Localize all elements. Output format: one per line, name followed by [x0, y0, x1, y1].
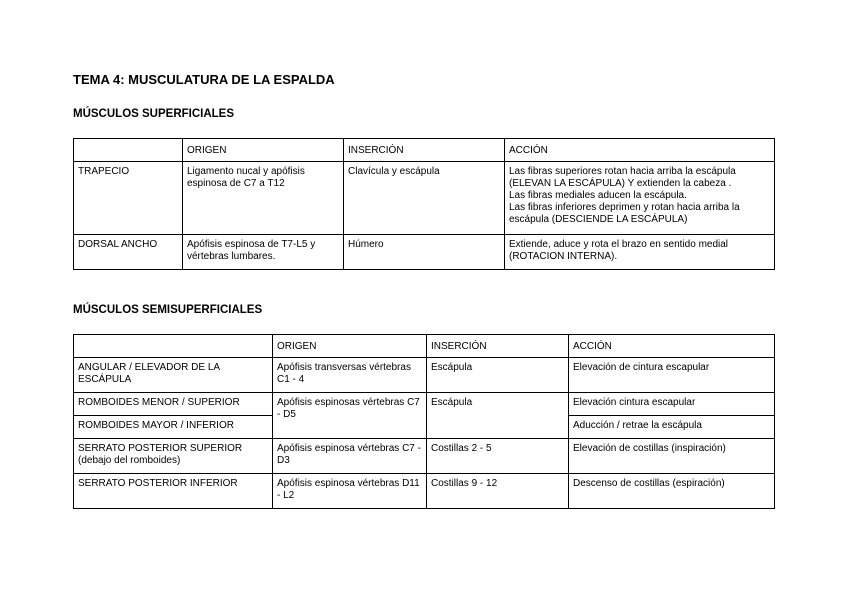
cell-origen: Apófisis espinosa vértebras D11 - L2: [273, 474, 427, 509]
cell-accion: [505, 235, 775, 270]
cell-musculo: SERRATO POSTERIOR INFERIOR: [74, 474, 273, 509]
table-row: [74, 474, 775, 509]
page-title: TEMA 4: MUSCULATURA DE LA ESPALDA: [73, 72, 335, 87]
header-musculo: [74, 139, 183, 162]
header-insercion: INSERCIÓN: [344, 139, 505, 162]
cell-accion: Elevación de cintura escapular: [569, 358, 775, 393]
header-accion: ACCIÓN: [569, 335, 775, 358]
cell-accion: Aducción / retrae la escápula: [569, 416, 775, 439]
cell-accion: [505, 162, 775, 235]
cell-origen: Apófisis espinosa vértebras C7 - D3: [273, 439, 427, 474]
accion-line: Extiende, aduce y rota el brazo en sentido medial (ROTACION INTERNA).: [509, 239, 729, 262]
table-header-row: [74, 139, 775, 162]
cell-insercion: Escápula: [427, 358, 569, 393]
cell-insercion: Costillas 9 - 12: [427, 474, 569, 509]
accion-line: Las fibras superiores rotan hacia arriba la escápula (ELEVAN LA ESCÁPULA) Y extienden la cabeza .: [509, 166, 736, 189]
table-row: [74, 235, 775, 270]
musculo-name: SERRATO POSTERIOR SUPERIOR: [78, 443, 243, 454]
cell-musculo: TRAPECIO: [74, 162, 183, 235]
header-accion: ACCIÓN: [505, 139, 775, 162]
header-origen: ORIGEN: [183, 139, 344, 162]
cell-origen: Apófisis transversas vértebras C1 - 4: [273, 358, 427, 393]
table-row: [74, 393, 775, 416]
accion-line: Las fibras mediales aducen la escápula.: [509, 190, 687, 201]
table-row: [74, 162, 775, 235]
section-title-superficiales: MÚSCULOS SUPERFICIALES: [73, 108, 235, 120]
cell-musculo: ANGULAR / ELEVADOR DE LA ESCÁPULA: [74, 358, 273, 393]
header-insercion: INSERCIÓN: [427, 335, 569, 358]
cell-origen: Apófisis espinosas vértebras C7 - D5: [273, 393, 427, 439]
cell-musculo: [74, 439, 273, 474]
cell-accion: Elevación de costillas (inspiración): [569, 439, 775, 474]
cell-origen: Ligamento nucal y apófisis espinosa de C7 a T12: [183, 162, 344, 235]
accion-line: Las fibras inferiores deprimen y rotan hacia arriba la escápula (DESCIENDE LA ESCÁPULA): [509, 202, 740, 225]
cell-accion: Elevación cintura escapular: [569, 393, 775, 416]
cell-insercion: Clavícula y escápula: [344, 162, 505, 235]
table-musculos-superficiales: [73, 138, 775, 270]
cell-insercion: Costillas 2 - 5: [427, 439, 569, 474]
table-row: [74, 358, 775, 393]
section-title-semisuperficiales: MÚSCULOS SEMISUPERFICIALES: [73, 304, 263, 316]
table-row: [74, 439, 775, 474]
musculo-note: (debajo del romboides): [78, 455, 181, 466]
cell-musculo: ROMBOIDES MENOR / SUPERIOR: [74, 393, 273, 416]
cell-musculo: ROMBOIDES MAYOR / INFERIOR: [74, 416, 273, 439]
table-header-row: [74, 335, 775, 358]
table-musculos-semisuperficiales: [73, 334, 775, 509]
header-origen: ORIGEN: [273, 335, 427, 358]
cell-musculo: DORSAL ANCHO: [74, 235, 183, 270]
cell-accion: Descenso de costillas (espiración): [569, 474, 775, 509]
header-musculo: [74, 335, 273, 358]
cell-insercion: Escápula: [427, 393, 569, 439]
cell-insercion: Húmero: [344, 235, 505, 270]
cell-origen: Apófisis espinosa de T7-L5 y vértebras lumbares.: [183, 235, 344, 270]
